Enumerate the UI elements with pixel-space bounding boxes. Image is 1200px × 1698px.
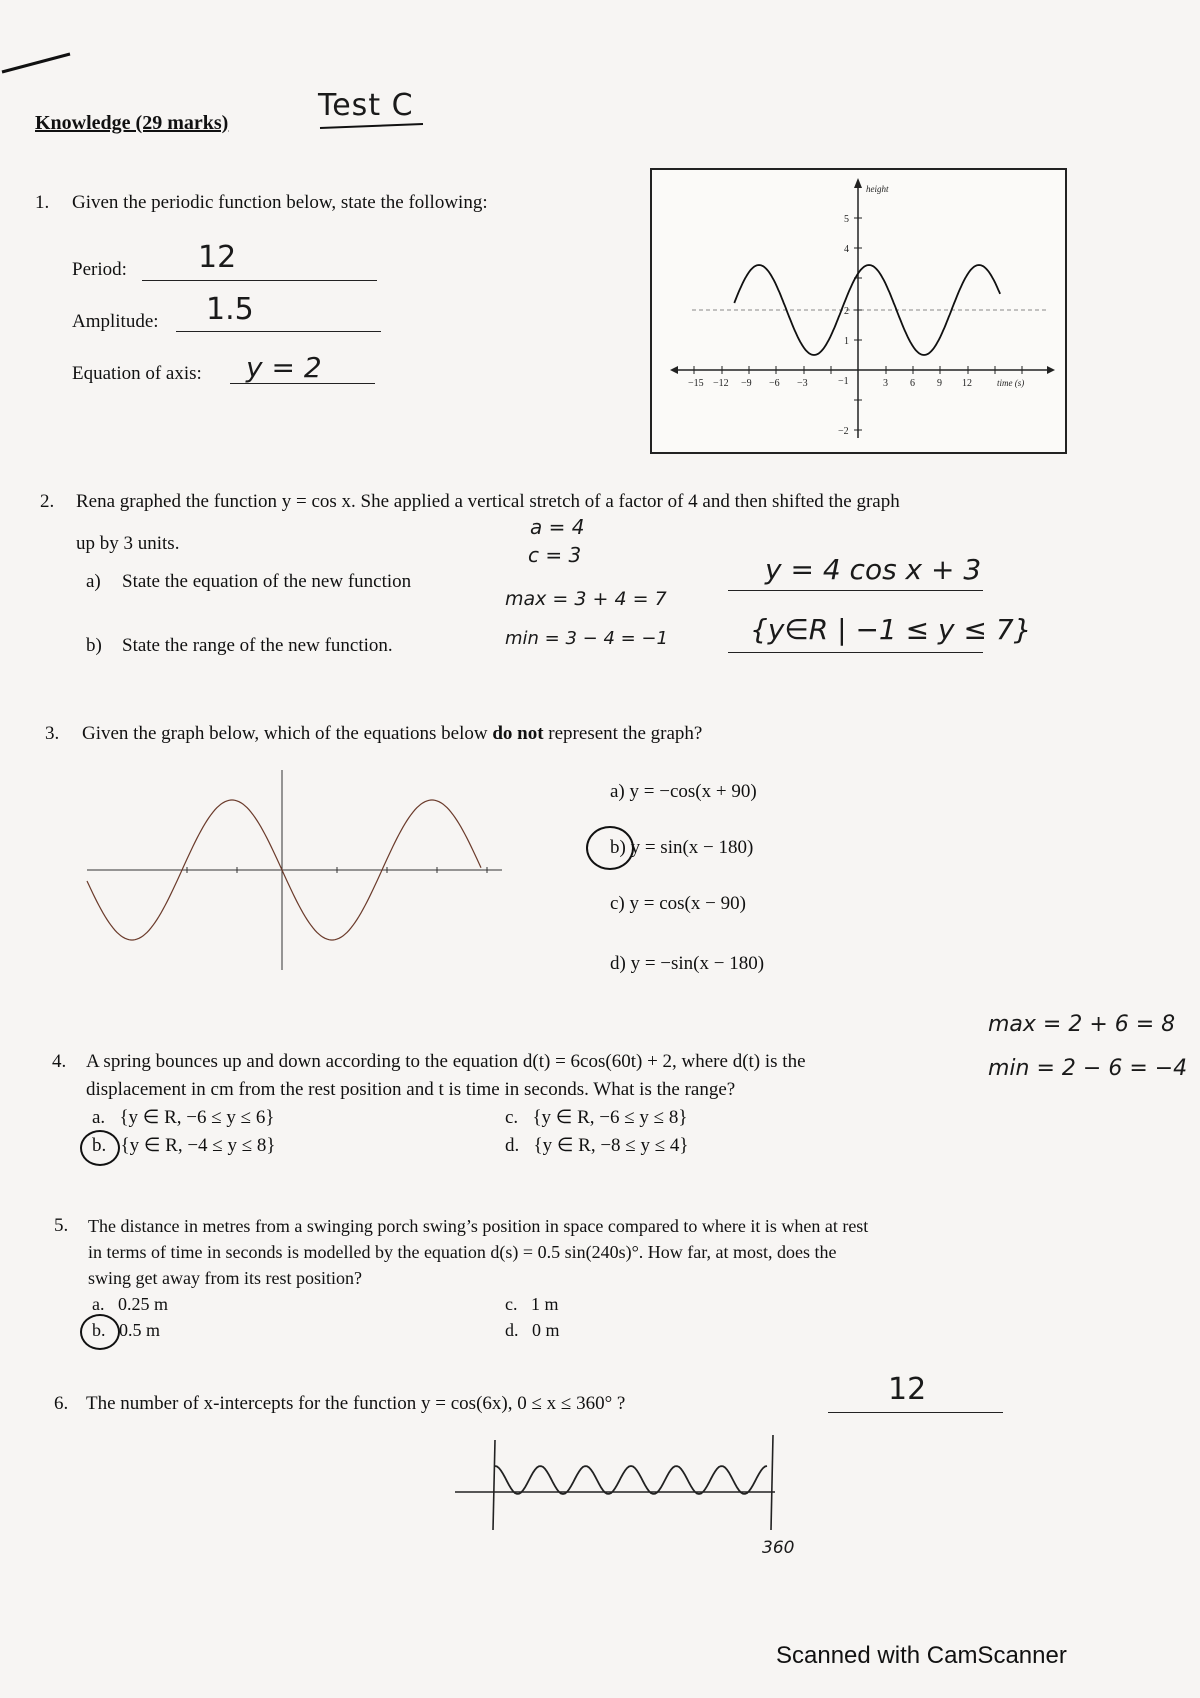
q3-option-c	[610, 892, 746, 916]
option-label: b.	[92, 1135, 107, 1156]
q3-prompt	[82, 722, 702, 746]
q4-work-max: max = 2 + 6 = 8	[988, 1012, 1176, 1037]
option-text: y = cos(x − 90)	[629, 893, 746, 914]
option-label: d.	[505, 1135, 520, 1156]
q5-prompt-line2: in terms of time in seconds is modelled by the equation d(s) = 0.5 sin(240s)°. How far, at most, does the	[88, 1242, 837, 1262]
q4-work-min: min = 2 − 6 = −4	[988, 1056, 1188, 1081]
q2-answer-b: {y∈R | −1 ≤ y ≤ 7}	[750, 613, 1032, 646]
axis-answer: y = 2	[246, 351, 322, 384]
q6-sketch-y-axis	[493, 1440, 495, 1530]
q5-option-c	[505, 1292, 559, 1316]
q1-x-tick-label: 9	[937, 378, 942, 389]
option-label: d)	[610, 953, 626, 974]
q2-answer-a: y = 4 cos x + 3	[765, 553, 982, 586]
q2-work-max: max = 3 + 4 = 7	[505, 588, 667, 610]
q3-number: 3.	[45, 723, 60, 744]
amplitude-label: Amplitude:	[72, 311, 159, 332]
q1-x-tick-label: −15	[688, 378, 704, 389]
q4-option-a	[92, 1106, 274, 1130]
option-label: b)	[610, 837, 626, 858]
period-label: Period:	[72, 259, 127, 280]
q2-answer-b-line	[728, 652, 983, 653]
option-text: y = −sin(x − 180)	[630, 953, 765, 974]
section-title: Knowledge (29 marks)	[35, 112, 229, 134]
option-text: {y ∈ R, −6 ≤ y ≤ 6}	[119, 1107, 275, 1128]
q1-y-tick-label: 2	[844, 306, 849, 317]
q1-x-tick-label: −12	[713, 378, 729, 389]
q6-prompt: The number of x-intercepts for the function y = cos(6x), 0 ≤ x ≤ 360° ?	[86, 1393, 626, 1414]
q1-y-axis-title: height	[866, 184, 889, 194]
option-label: a.	[92, 1107, 106, 1128]
q2-prompt-line1: Rena graphed the function y = cos x. She applied a vertical stretch of a factor of 4 and then shifted the graph	[76, 491, 900, 512]
q5-option-d	[505, 1318, 560, 1342]
q2-work-a: a = 4	[530, 515, 585, 539]
q5-prompt-line3: swing get away from its rest position?	[88, 1268, 362, 1288]
q3-prompt-bold: do not	[492, 723, 544, 744]
option-text: {y ∈ R, −8 ≤ y ≤ 4}	[533, 1135, 689, 1156]
period-answer: 12	[198, 240, 237, 275]
q4-number: 4.	[52, 1051, 67, 1072]
q2-part-a: State the equation of the new function	[122, 571, 412, 592]
q2-work-c: c = 3	[528, 543, 582, 567]
q2-part-b-label: b)	[86, 635, 102, 656]
q1-y-tick-label: −1	[838, 376, 849, 387]
option-label: c)	[610, 893, 625, 914]
q4-option-c	[505, 1106, 687, 1130]
q4-prompt-line2: displacement in cm from the rest position and t is time in seconds. What is the range?	[86, 1079, 736, 1100]
q3-option-b	[610, 836, 753, 860]
q1-graph-frame	[650, 168, 1067, 454]
q1-x-axis-title: time (s)	[997, 378, 1025, 388]
q3-option-a	[610, 780, 757, 804]
q5-prompt-line1: The distance in metres from a swinging porch swing’s position in space compared to where it is when at rest	[88, 1216, 869, 1236]
pen-mark	[0, 48, 80, 78]
q3-option-d	[610, 952, 764, 976]
q6-sketch-end-line	[771, 1435, 773, 1530]
q2-prompt-line2: up by 3 units.	[76, 533, 180, 554]
q2-part-a-label: a)	[86, 571, 101, 592]
q2-part-b: State the range of the new function.	[122, 635, 393, 656]
option-text: y = −cos(x + 90)	[629, 781, 757, 802]
q2-work-min: min = 3 − 4 = −1	[505, 628, 668, 649]
q1-y-tick-label: 1	[844, 336, 849, 347]
q3-prompt-post: represent the graph?	[548, 723, 703, 744]
q1-prompt: Given the periodic function below, state the following:	[72, 192, 488, 213]
scanner-watermark: Scanned with CamScanner	[776, 1642, 1067, 1669]
q1-x-tick-label: −3	[797, 378, 808, 389]
period-answer-line	[142, 280, 377, 281]
q5-number: 5.	[54, 1215, 69, 1236]
option-text: {y ∈ R, −4 ≤ y ≤ 8}	[120, 1135, 276, 1156]
q1-x-tick-label: −9	[741, 378, 752, 389]
q6-answer-line	[828, 1412, 1003, 1413]
q3-graph	[82, 770, 502, 970]
option-label: b.	[92, 1320, 106, 1340]
q3-prompt-pre: Given the graph below, which of the equations below	[82, 723, 488, 744]
option-label: c.	[505, 1107, 519, 1128]
q1-x-tick-labels	[688, 378, 972, 389]
q1-x-tick-label: 12	[962, 378, 972, 389]
option-text: y = sin(x − 180)	[630, 837, 754, 858]
q1-y-tick-labels	[838, 214, 849, 437]
q4-prompt-line1: A spring bounces up and down according to the equation d(t) = 6cos(60t) + 2, where d(t) is the	[86, 1051, 806, 1072]
q6-sketch	[455, 1430, 795, 1550]
q6-answer: 12	[888, 1372, 927, 1407]
q1-y-tick-label: 4	[844, 244, 849, 255]
option-text: 1 m	[531, 1294, 559, 1314]
q1-y-axis-arrow	[854, 178, 862, 188]
option-label: a)	[610, 781, 625, 802]
amplitude-answer: 1.5	[206, 292, 254, 327]
q1-x-axis-arrow	[1047, 366, 1055, 374]
q1-x-axis-arrow-left	[670, 366, 678, 374]
axis-label: Equation of axis:	[72, 363, 202, 384]
option-label: c.	[505, 1294, 518, 1314]
option-text: {y ∈ R, −6 ≤ y ≤ 8}	[532, 1107, 688, 1128]
q6-number: 6.	[54, 1393, 69, 1414]
q1-y-tick-label: 5	[844, 214, 849, 225]
option-text: 0.5 m	[119, 1320, 161, 1340]
q2-answer-a-line	[728, 590, 983, 591]
option-text: 0.25 m	[118, 1294, 169, 1314]
q1-y-tick-label: −2	[838, 426, 849, 437]
q5-option-a	[92, 1292, 168, 1316]
option-label: d.	[505, 1320, 519, 1340]
q1-x-tick-label: 3	[883, 378, 888, 389]
q6-sketch-label: 360	[762, 1538, 795, 1558]
option-text: 0 m	[532, 1320, 560, 1340]
option-label: a.	[92, 1294, 105, 1314]
q1-x-tick-label: −6	[769, 378, 780, 389]
handwritten-test-label: Test C	[318, 88, 414, 123]
q2-number: 2.	[40, 491, 55, 512]
q5-option-b	[92, 1318, 160, 1342]
q1-x-tick-label: 6	[910, 378, 915, 389]
test-label-underline	[318, 120, 428, 132]
amplitude-answer-line	[176, 331, 381, 332]
q4-option-b	[92, 1134, 276, 1158]
q4-option-d	[505, 1134, 689, 1158]
q1-number: 1.	[35, 192, 50, 213]
q6-sketch-curve	[495, 1466, 767, 1494]
q1-graph	[652, 170, 1065, 452]
